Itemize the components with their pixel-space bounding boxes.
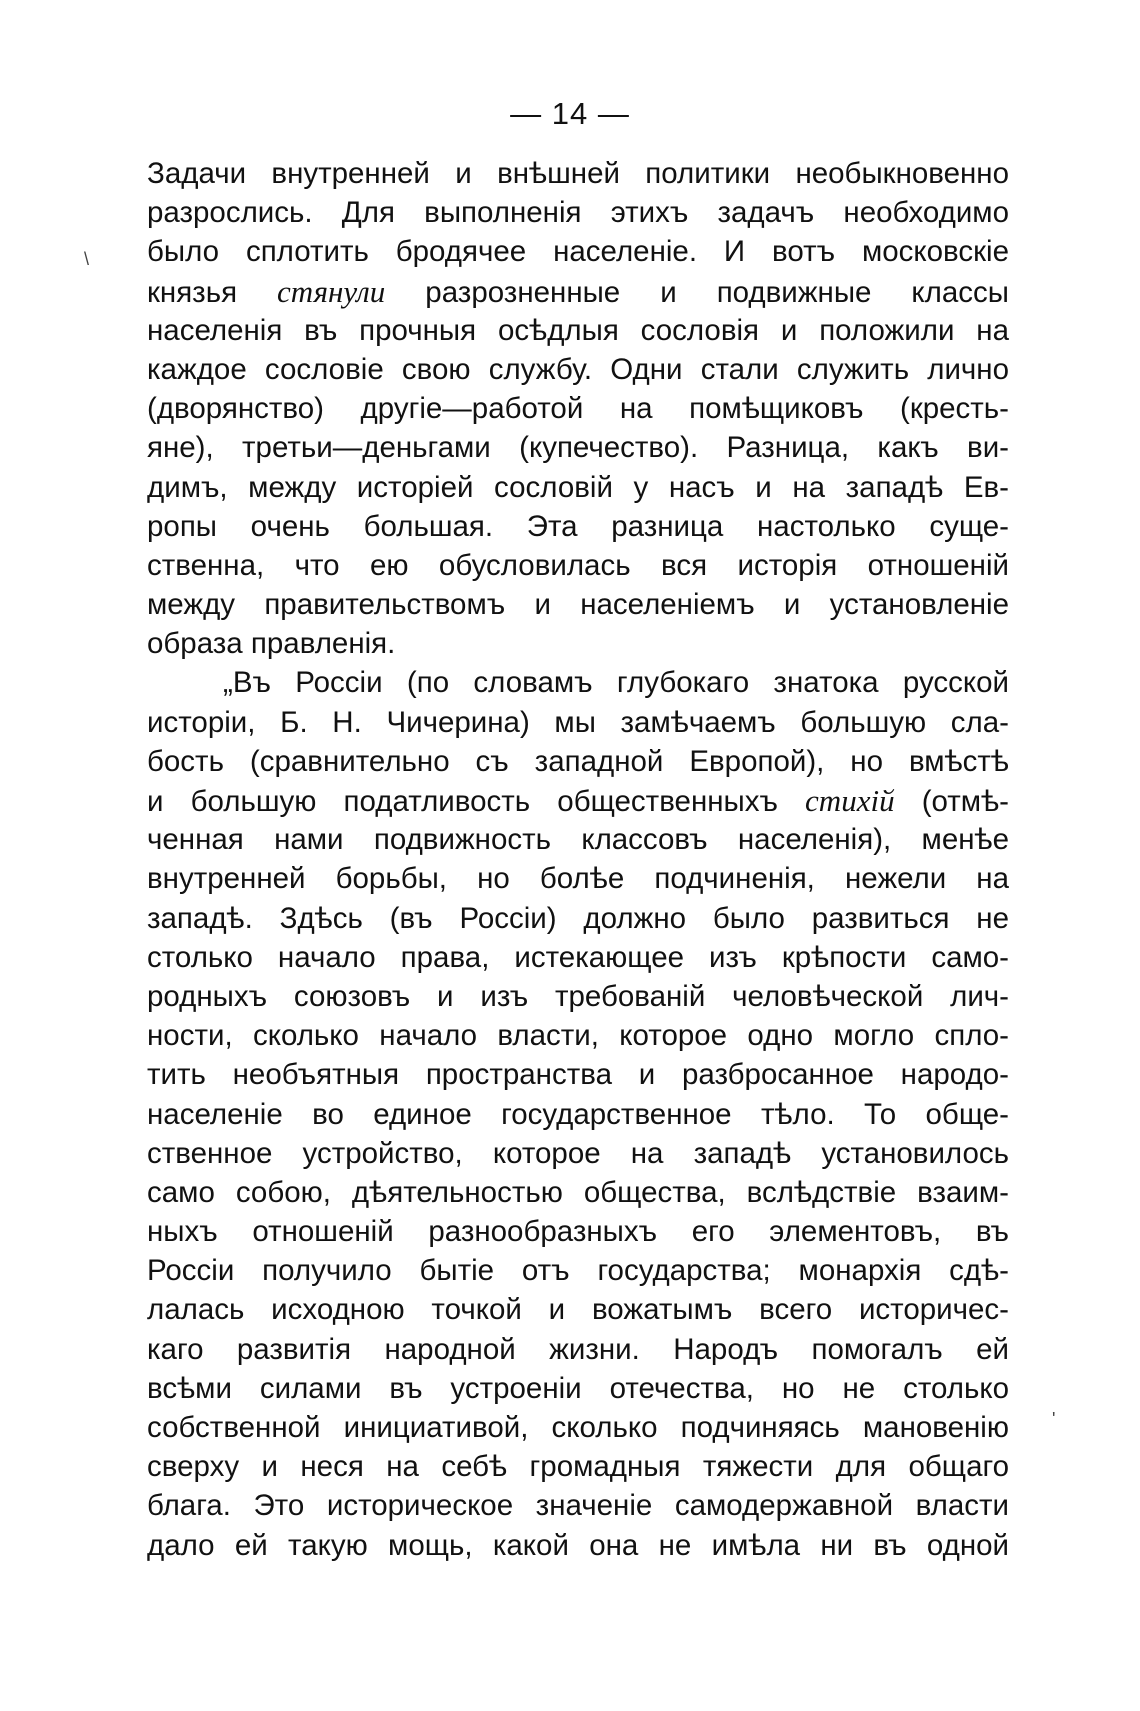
text-line: всѣми силами въ устроеніи отечества, но не столько <box>147 1371 1009 1405</box>
text-line: (дворянство) другіе—работой на помѣщиковъ (кресть- <box>147 392 1009 426</box>
text-line: ченная нами подвижность классовъ населенія), менѣе <box>147 823 1009 857</box>
text-line: ности, сколько начало власти, которое одно могло спло- <box>147 1019 1009 1053</box>
text-line: „Въ Россіи (по словамъ глубокаго знатока русской <box>223 666 1009 700</box>
text-line: ственна, что ею обусловилась вся исторія отношеній <box>147 548 1009 582</box>
stray-mark: ' <box>1052 1409 1056 1429</box>
text-segment: разрозненные и подвижные классы <box>385 275 1009 309</box>
text-line: само собою, дѣятельностью общества, вслѣдствіе взаим- <box>147 1175 1009 1209</box>
text-line: дало ей такую мощь, какой она не имѣла ни въ одной <box>147 1528 1009 1562</box>
text-line: димъ, между исторіей сословій у насъ и на западѣ Ев- <box>147 470 1009 504</box>
text-line: ныхъ отношеній разнообразныхъ его элементовъ, въ <box>147 1215 1009 1249</box>
text-line: родныхъ союзовъ и изъ требованій человѣческой лич- <box>147 979 1009 1013</box>
text-line: внутренней борьбы, но болѣе подчиненія, нежели на <box>147 862 1009 896</box>
emphasized-word: стянули <box>277 273 386 309</box>
text-line: ственное устройство, которое на западѣ установилось <box>147 1136 1009 1170</box>
body-text <box>147 154 1009 1565</box>
text-line: населеніе во единое государственное тѣло. То обще- <box>147 1097 1009 1131</box>
text-line: образа правленія. <box>147 627 396 661</box>
text-line: каждое сословіе свою службу. Одни стали служить лично <box>147 352 1009 386</box>
text-segment: и большую податливость общественныхъ <box>147 785 806 818</box>
text-line: западѣ. Здѣсь (въ Россіи) должно было развиться не <box>147 901 1009 935</box>
text-line: столько начало права, истекающее изъ крѣпости само- <box>147 940 1009 974</box>
text-line: исторіи, Б. Н. Чичерина) мы замѣчаемъ большую сла- <box>147 705 1009 739</box>
text-segment: князья <box>147 275 278 309</box>
text-line <box>147 781 1009 820</box>
text-line <box>147 272 1009 311</box>
text-line: сверху и неся на себѣ громадныя тяжести для общаго <box>147 1450 1009 1484</box>
stray-mark: \ <box>84 249 90 269</box>
text-line: было сплотить бродячее населеніе. И вотъ московскіе <box>147 235 1009 269</box>
text-line: каго развитія народной жизни. Народъ помогалъ ей <box>147 1332 1009 1366</box>
text-line: Задачи внутренней и внѣшней политики необыкновенно <box>147 157 1009 190</box>
text-line: лалась исходною точкой и вожатымъ всего историчес- <box>147 1293 1009 1327</box>
page-number: — 14 — <box>510 96 630 131</box>
text-line: бость (сравнительно съ западной Европой), но вмѣстѣ <box>147 744 1009 778</box>
text-line: разрослись. Для выполненія этихъ задачъ необходимо <box>147 196 1009 230</box>
text-line: Россіи получило бытіе отъ государства; монархія сдѣ- <box>147 1254 1009 1288</box>
text-line: тить необъятныя пространства и разбросанное народо- <box>147 1058 1009 1092</box>
text-line: населенія въ прочныя осѣдлыя сословія и положили на <box>147 313 1009 347</box>
text-line: собственной инициативой, сколько подчиняясь мановенію <box>147 1411 1009 1444</box>
text-line: блага. Это историческое значеніе самодержавной власти <box>147 1489 1009 1523</box>
emphasized-word: стихій <box>805 783 895 818</box>
text-line: между правительствомъ и населеніемъ и установленіе <box>147 588 1009 622</box>
text-line: яне), третьи—деньгами (купечество). Разница, какъ ви- <box>147 431 1009 465</box>
text-segment: (отмѣ- <box>894 785 1009 818</box>
text-line: ропы очень большая. Эта разница настолько суще- <box>147 509 1009 543</box>
